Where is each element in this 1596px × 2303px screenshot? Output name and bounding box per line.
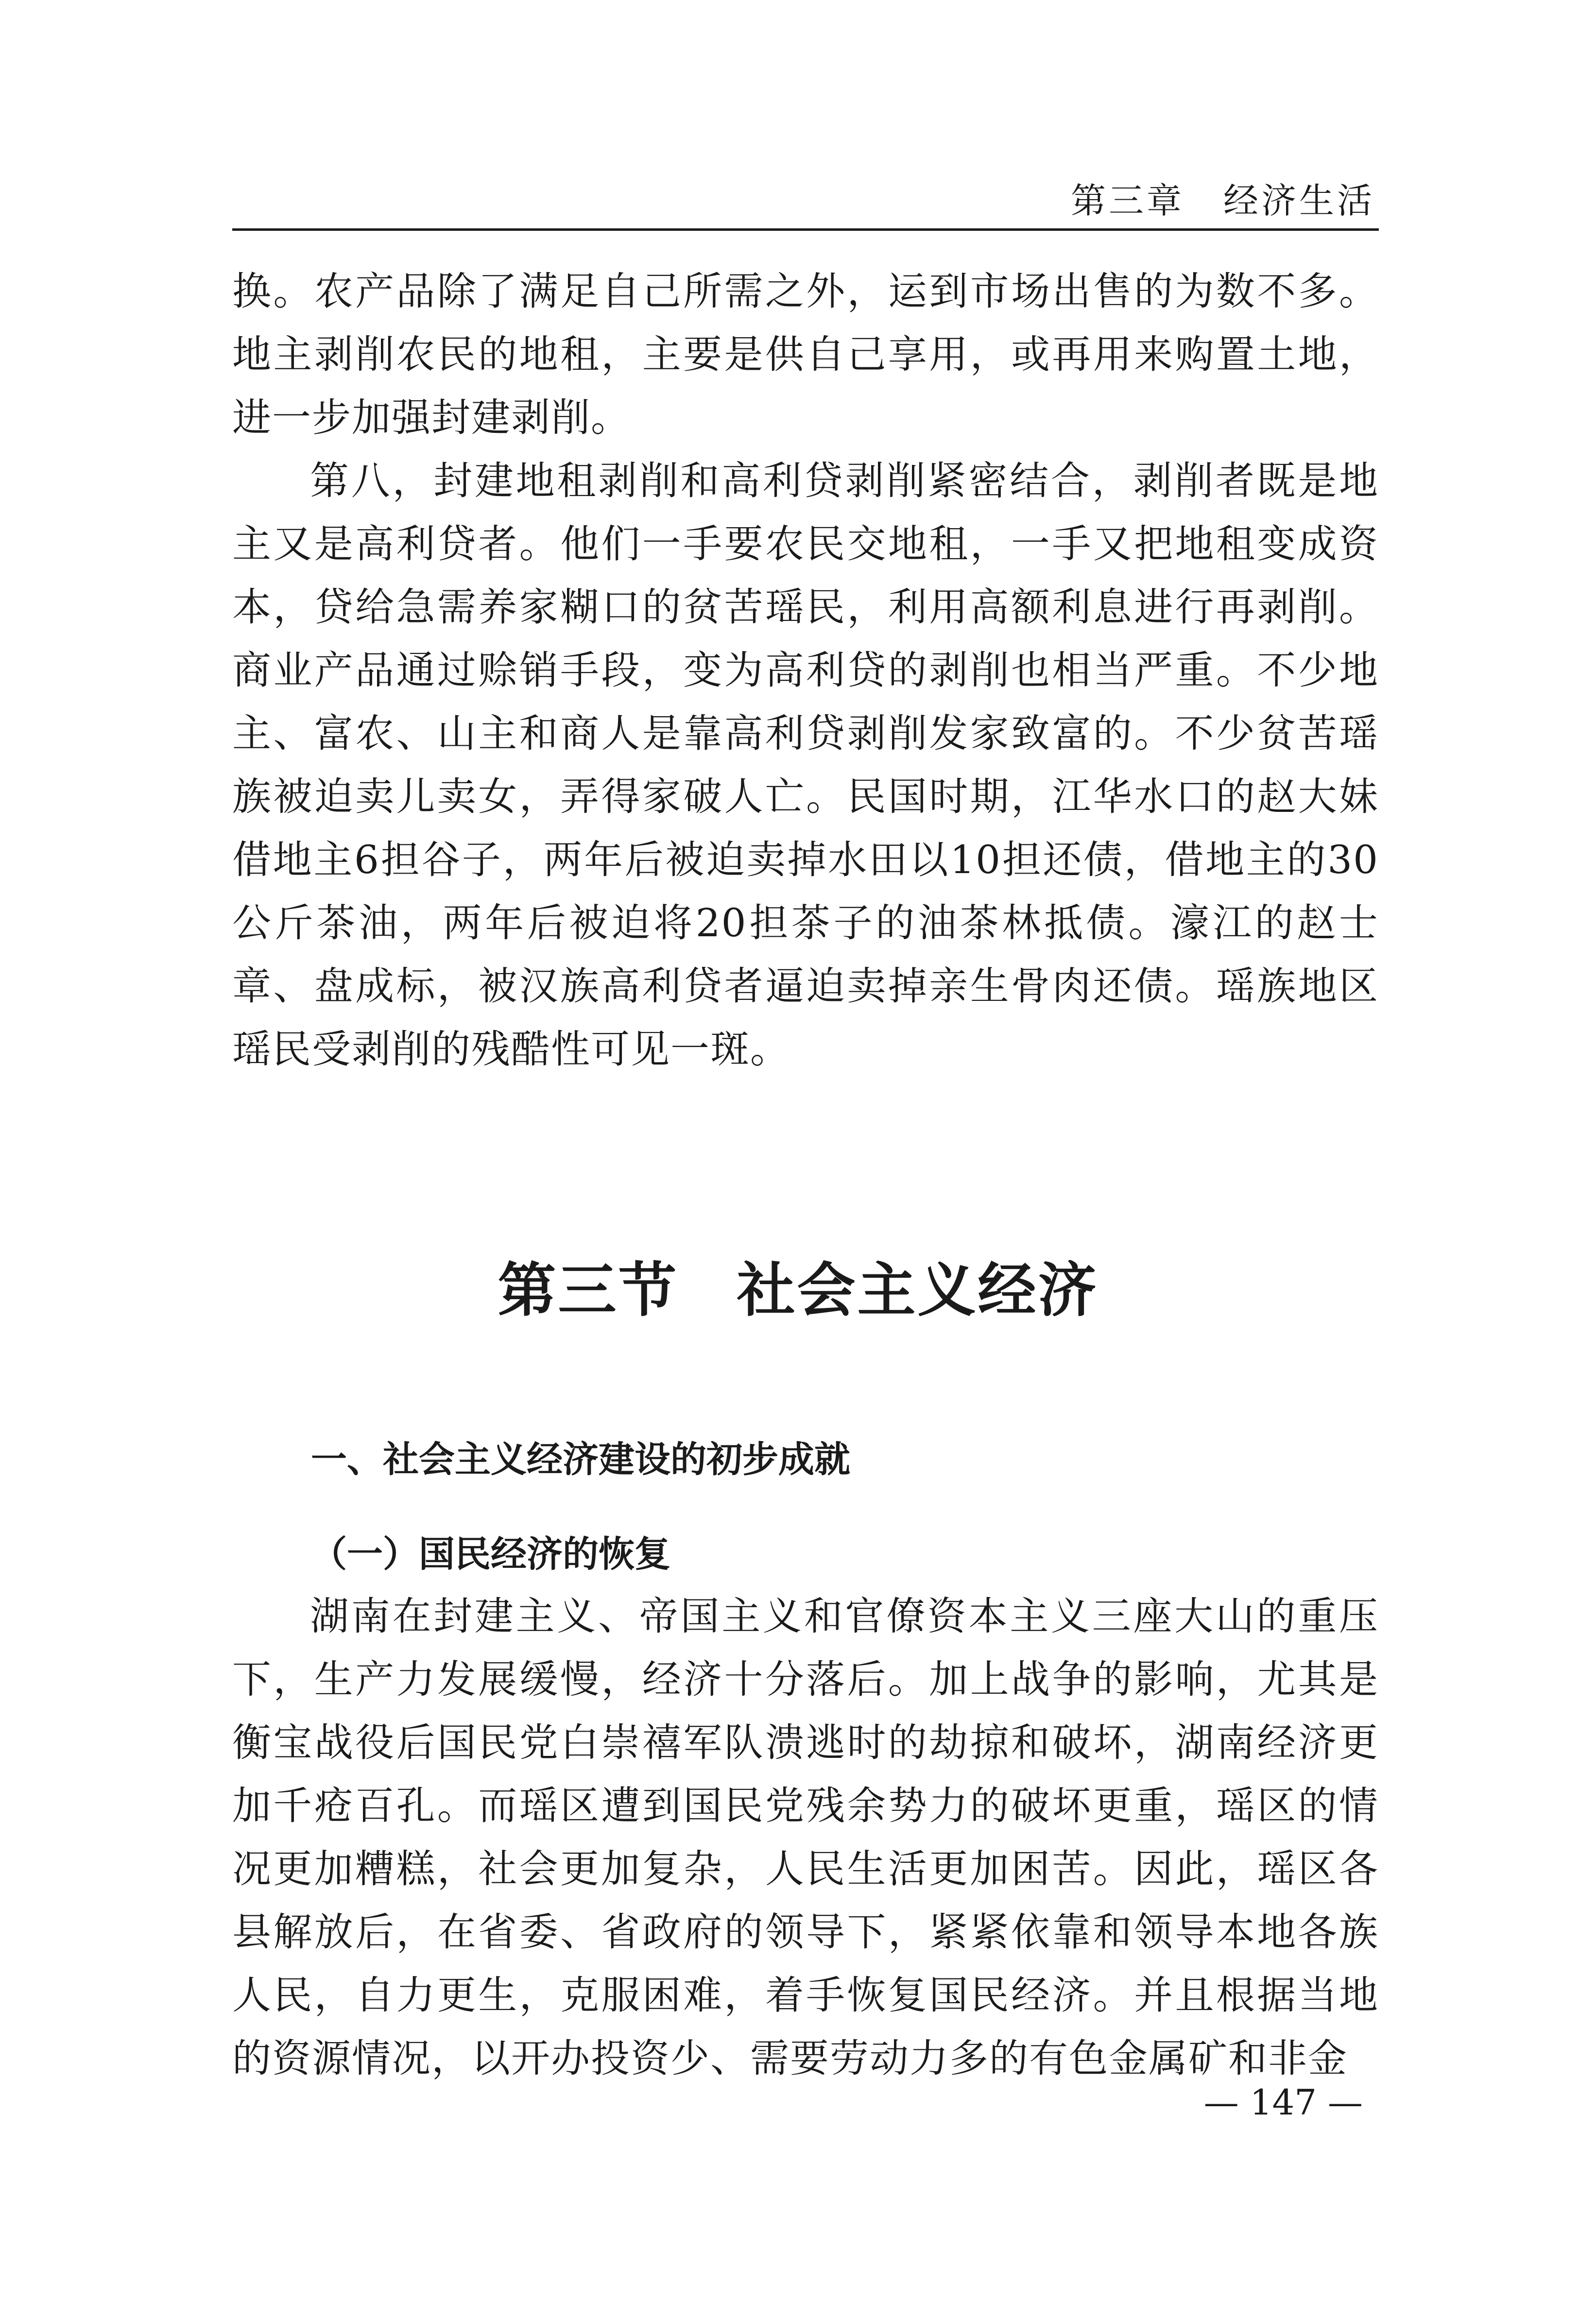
paragraph-economy-recovery: 湖南在封建主义、帝国主义和官僚资本主义三座大山的重压下，生产力发展缓慢，经济十分落后。加上战争的影响，尤其是衡宝战役后国民党白崇禧军队溃逃时的劫掠和破坏，湖南经济更加千疮百孔。而瑶区遭到国民党残余势力的破坏更重，瑶区的情况更加糟糕，社会更加复杂，人民生活更加困苦。因此，瑶区各县解放后，在省委、省政府的领导下，紧紧依靠和领导本地各族人民，自力更生，克服困难，着手恢复国民经济。并且根据当地的资源情况，以开办投资少、需要劳动力多的有色金属矿和非金 [232, 1594, 1379, 2081]
section-title [0, 1244, 1596, 1327]
page-number: — 147 — [1203, 2082, 1363, 2123]
bottom-text-block [232, 1585, 1379, 2090]
paragraph-continuation: 换。农产品除了满足自己所需之外，运到市场出售的为数不多。地主剥削农民的地租，主要是供自己享用，或再用来购置土地，进一步加强封建剥削。 [232, 269, 1379, 440]
section-name: 社会主义经济 [737, 1257, 1098, 1324]
heading-level-1: 一、社会主义经济建设的初步成就 [311, 1439, 850, 1480]
header-chapter: 第三章 [1070, 180, 1184, 221]
section-number: 第三节 [498, 1257, 679, 1324]
header-title: 经济生活 [1223, 180, 1375, 221]
top-text-block [232, 260, 1379, 1081]
running-header [1071, 172, 1375, 223]
header-rule [232, 228, 1379, 231]
heading-level-2: （一）国民经济的恢复 [311, 1533, 670, 1575]
paragraph-eighth-point: 第八，封建地租剥削和高利贷剥削紧密结合，剥削者既是地主又是高利贷者。他们一手要农民交地租，一手又把地租变成资本，贷给急需养家糊口的贫苦瑶民，利用高额利息进行再剥削。商业产品通过赊销手段，变为高利贷的剥削也相当严重。不少地主、富农、山主和商人是靠高利贷剥削发家致富的。不少贫苦瑶族被迫卖儿卖女，弄得家破人亡。民国时期，江华水口的赵大妹借地主6担谷子，两年后被迫卖掉水田以10担还债，借地主的30公斤茶油，两年后被迫将20担茶子的油茶林抵债。濠江的赵士章、盘成标，被汉族高利贷者逼迫卖掉亲生骨肉还债。瑶族地区瑶民受剥削的残酷性可见一斑。 [232, 458, 1379, 1072]
